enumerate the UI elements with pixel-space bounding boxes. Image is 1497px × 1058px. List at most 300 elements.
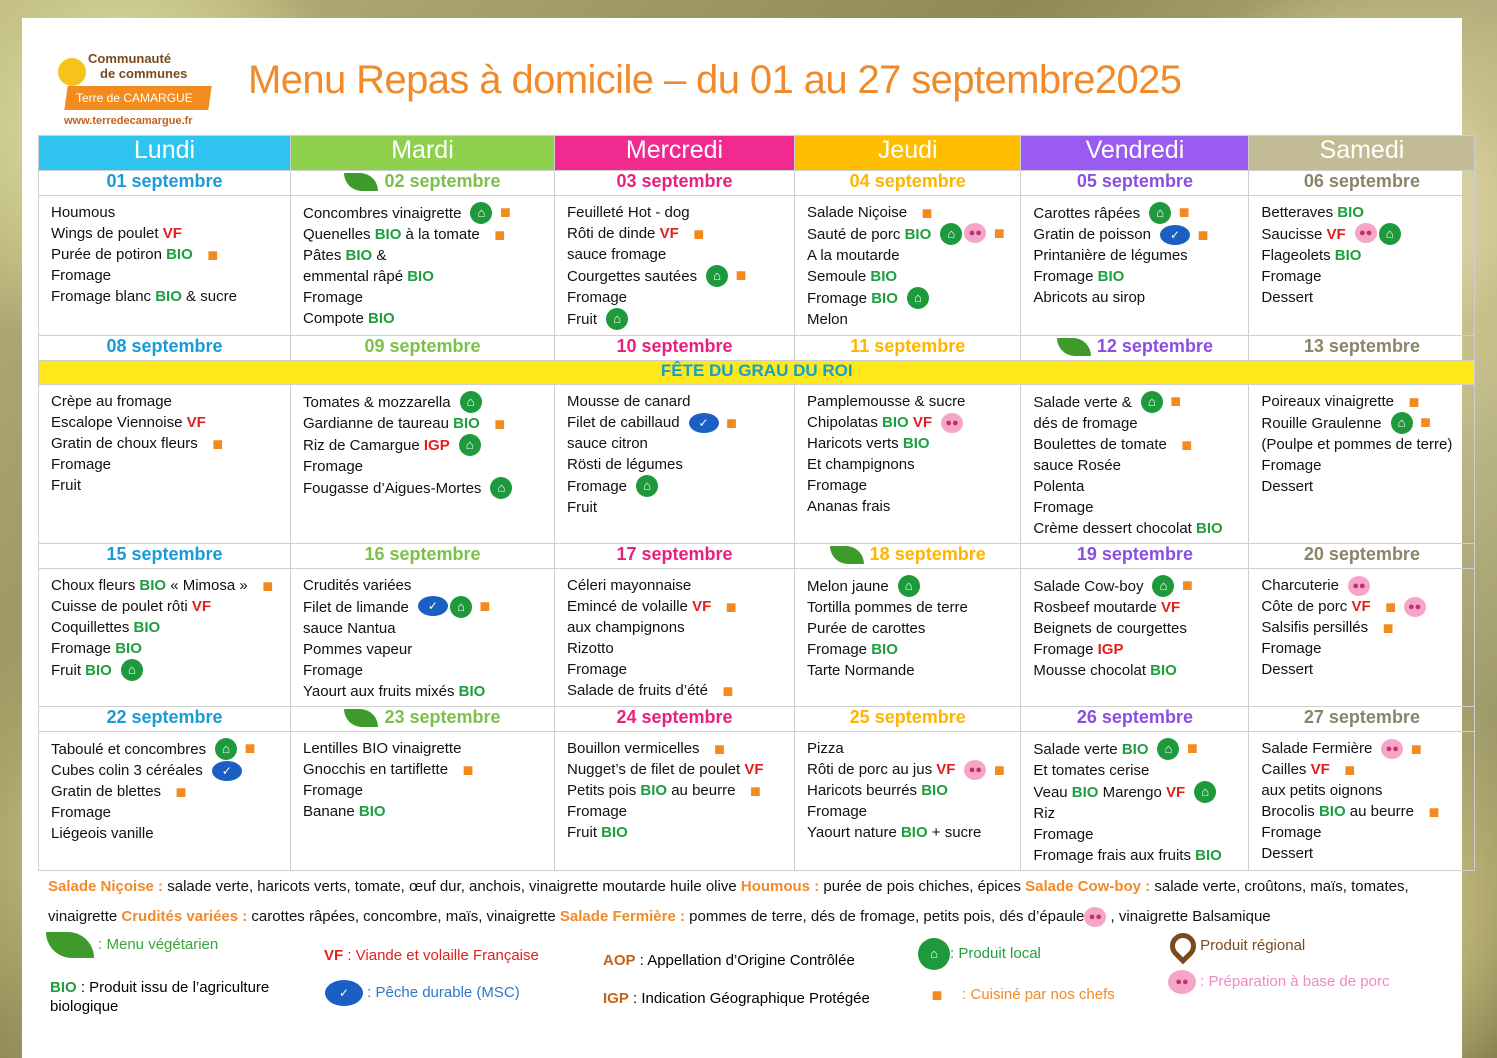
date-label: 27 septembre xyxy=(1303,707,1420,727)
chef-icon: ■ xyxy=(735,265,747,285)
basket-icon: ⌂ xyxy=(1194,781,1216,803)
menu-item: Côte de porc VF ■ ●● xyxy=(1261,596,1464,617)
basket-icon: ⌂ xyxy=(215,738,237,760)
date-cell xyxy=(795,336,1021,361)
note-key: Salade Cow-boy : xyxy=(1025,878,1151,895)
item-icons xyxy=(1339,760,1361,780)
menu-item: Fruit xyxy=(51,477,81,494)
leaf-icon xyxy=(1057,338,1091,356)
menu-item: Fromage xyxy=(1261,268,1322,285)
menu-item: Gardianne de taureau BIO ■ xyxy=(303,413,544,434)
menu-item: Fruit BIO xyxy=(567,824,628,841)
menu-item: Tomates & mozzarella ⌂ xyxy=(303,391,544,413)
legend-veg-label: : Menu végétarien xyxy=(98,935,219,953)
note-text: salade verte, haricots verts, tomate, œuf dur, anchois, vinaigrette moutarde huile olive xyxy=(163,878,741,895)
basket-icon: ⌂ xyxy=(490,477,512,499)
item-icons xyxy=(1423,802,1445,822)
menu-item: aux champignons xyxy=(567,619,685,636)
item-icons xyxy=(1157,738,1203,760)
basket-icon: ⌂ xyxy=(706,265,728,287)
menu-cell xyxy=(1021,569,1249,707)
menu-item: Brocolis BIO au beurre ■ xyxy=(1261,801,1464,822)
pig-icon: ●● xyxy=(964,760,986,780)
menu-item: Haricots beurrés BIO xyxy=(807,782,948,799)
item-icons xyxy=(1152,575,1198,597)
menu-item: emmental râpé BIO xyxy=(303,268,434,285)
basket-icon: ⌂ xyxy=(1379,223,1401,245)
item-icons xyxy=(941,413,963,433)
menu-item: Fougasse d’Aigues-Mortes ⌂ xyxy=(303,477,544,499)
date-cell xyxy=(1021,336,1249,361)
event-banner: FÊTE DU GRAU DU ROI xyxy=(39,361,1475,385)
date-cell xyxy=(291,544,555,569)
legend-igp-label: : Indication Géographique Protégée xyxy=(628,990,870,1007)
chef-icon: ■ xyxy=(722,680,734,701)
menu-cell xyxy=(1249,569,1475,707)
menu-cell xyxy=(795,732,1021,871)
menu-item: A la moutarde xyxy=(807,247,900,264)
chef-icon: ■ xyxy=(1420,412,1431,432)
menu-item: Tortilla pommes de terre xyxy=(807,599,968,616)
menu-item: Crème dessert chocolat BIO xyxy=(1033,520,1223,537)
menu-item: Cailles VF ■ xyxy=(1261,759,1464,780)
date-row xyxy=(39,171,1475,196)
chef-icon: ■ xyxy=(262,575,274,596)
legend-vf-key: VF xyxy=(324,947,344,964)
menu-item: Yaourt aux fruits mixés BIO xyxy=(303,683,486,700)
menu-cell xyxy=(39,569,291,707)
date-cell xyxy=(291,336,555,361)
menu-cell xyxy=(795,196,1021,336)
pig-icon: ●● xyxy=(1381,739,1403,759)
menu-item: Fromage BIO xyxy=(51,640,142,657)
legend-vf xyxy=(324,947,539,964)
basket-icon: ⌂ xyxy=(1157,738,1179,760)
item-icons xyxy=(257,576,279,596)
item-icons xyxy=(1381,739,1427,759)
menu-item: Fromage BIO xyxy=(807,641,898,658)
date-cell xyxy=(291,171,555,196)
basket-icon: ⌂ xyxy=(121,659,143,681)
menu-item: Gnocchis en tartiflette ■ xyxy=(303,759,544,780)
menu-item: Dessert xyxy=(1261,845,1314,862)
menu-cell xyxy=(555,385,795,544)
menu-item: Fromage xyxy=(567,803,628,820)
menu-item: Taboulé et concombres ⌂ ■ xyxy=(51,738,280,760)
date-row xyxy=(39,544,1475,569)
menu-item: sauce fromage xyxy=(567,246,667,263)
chef-icon: ■ xyxy=(1410,738,1422,759)
day-header-mercredi: Mercredi xyxy=(555,136,795,171)
fish-icon: ✓ xyxy=(325,980,363,1006)
date-label: 05 septembre xyxy=(1076,171,1193,191)
date-cell xyxy=(1021,171,1249,196)
item-icons xyxy=(720,597,742,617)
chef-icon: ■ xyxy=(726,412,738,433)
item-icons xyxy=(706,265,752,287)
menu-cell xyxy=(555,196,795,336)
item-icons xyxy=(489,225,511,245)
menu-item: Salade Fermière ●● ■ xyxy=(1261,738,1464,759)
note-key: Houmous : xyxy=(740,878,820,895)
menu-item: Rösti de légumes xyxy=(567,456,683,473)
menu-item: Yaourt nature BIO + sucre xyxy=(807,824,982,841)
day-header-vendredi: Vendredi xyxy=(1021,136,1249,171)
item-icons xyxy=(1160,225,1214,245)
menu-row xyxy=(39,732,1475,871)
fish-icon: ✓ xyxy=(212,761,242,781)
chef-icon: ■ xyxy=(1181,434,1193,455)
legend-msc-label: : Pêche durable (MSC) xyxy=(367,983,520,1001)
chef-icon: ■ xyxy=(212,433,224,454)
date-cell xyxy=(1021,544,1249,569)
menu-cell xyxy=(795,569,1021,707)
menu-item: Salade de fruits d’été ■ xyxy=(567,680,784,701)
chef-icon: ■ xyxy=(1385,596,1397,617)
note-text: purée de pois chiches, épices xyxy=(819,878,1026,895)
item-icons xyxy=(636,475,658,497)
date-cell xyxy=(555,707,795,732)
legend-msc xyxy=(325,980,520,1006)
menu-cell xyxy=(1249,732,1475,871)
legend-igp-key: IGP xyxy=(603,990,629,1007)
menu-cell xyxy=(1021,732,1249,871)
date-cell xyxy=(39,544,291,569)
basket-icon: ⌂ xyxy=(470,202,492,224)
item-icons xyxy=(1377,618,1399,638)
pig-icon: ●● xyxy=(1084,907,1106,927)
menu-item: Fromage xyxy=(51,267,112,284)
menu-item: (Poulpe et pommes de terre) xyxy=(1261,436,1453,453)
date-cell xyxy=(795,707,1021,732)
menu-item: Cuisse de poulet rôti VF xyxy=(51,598,212,615)
menu-item: Choux fleurs BIO « Mimosa » ■ xyxy=(51,575,280,596)
recipe-notes xyxy=(48,872,1448,932)
date-label: 24 septembre xyxy=(616,707,733,727)
legend-porc-label: : Préparation à base de porc xyxy=(1200,972,1390,990)
date-label: 10 septembre xyxy=(616,336,733,356)
menu-cell xyxy=(291,196,555,336)
note-text: carottes râpées, concombre, maïs, vinaigrette xyxy=(247,908,560,925)
legend-bio-label: : Produit issu de l’agriculture biologique xyxy=(50,979,270,1015)
chef-icon: ■ xyxy=(750,780,761,801)
basket-icon: ⌂ xyxy=(940,223,962,245)
menu-item: Rôti de dinde VF ■ xyxy=(567,223,784,244)
chef-icon: ■ xyxy=(1182,575,1193,595)
menu-cell xyxy=(795,385,1021,544)
legend-porc xyxy=(1168,970,1389,994)
item-icons xyxy=(689,413,743,433)
leaf-icon xyxy=(344,173,378,191)
menu-item: Carottes râpées ⌂ ■ xyxy=(1033,202,1238,224)
item-icons xyxy=(964,760,1010,780)
menu-item: Fruit ⌂ xyxy=(567,308,784,330)
menu-item: Rôti de porc au jus VF ●● ■ xyxy=(807,759,1010,780)
date-cell xyxy=(39,171,291,196)
chef-icon: ■ xyxy=(499,202,511,222)
note-text: , vinaigrette Balsamique xyxy=(1106,908,1271,925)
item-icons xyxy=(744,781,766,801)
menu-item: Fromage xyxy=(1033,826,1094,843)
item-icons xyxy=(457,760,479,780)
date-label: 22 septembre xyxy=(106,707,223,727)
menu-cell xyxy=(39,385,291,544)
menu-item: Pamplemousse & sucre xyxy=(807,393,966,410)
chef-icon: ■ xyxy=(725,596,737,617)
chef-icon: ■ xyxy=(244,738,256,758)
item-icons xyxy=(212,761,242,781)
date-cell xyxy=(1249,707,1475,732)
menu-item: Et champignons xyxy=(807,456,915,473)
date-cell xyxy=(555,171,795,196)
legend-aop-label: : Appellation d’Origine Contrôlée xyxy=(635,952,855,969)
menu-item: Saucisse VF ●● ⌂ xyxy=(1261,223,1464,245)
menu-item: Escalope Viennoise VF xyxy=(51,414,206,431)
chef-icon: ■ xyxy=(1197,224,1209,245)
legend-chef xyxy=(926,985,1115,1005)
date-label: 03 septembre xyxy=(616,171,733,191)
note-text: pommes de terre, dés de fromage, petits pois, dés d’épaule xyxy=(684,908,1085,925)
menu-item: Fromage xyxy=(567,289,628,306)
date-row xyxy=(39,336,1475,361)
item-icons xyxy=(717,681,739,701)
date-cell xyxy=(795,171,1021,196)
menu-cell xyxy=(1249,196,1475,336)
chef-icon: ■ xyxy=(175,781,187,802)
menu-item: Flageolets BIO xyxy=(1261,247,1362,264)
basket-icon: ⌂ xyxy=(636,475,658,497)
menu-item: Melon jaune ⌂ xyxy=(807,575,1010,597)
item-icons xyxy=(898,575,920,597)
logo-line2: de communes xyxy=(100,66,188,81)
date-label: 06 septembre xyxy=(1303,171,1420,191)
day-header-mardi: Mardi xyxy=(291,136,555,171)
note-key: Salade Fermière : xyxy=(559,908,685,925)
menu-item: Riz xyxy=(1033,805,1056,822)
chef-icon: ■ xyxy=(931,985,943,1005)
basket-icon: ⌂ xyxy=(1152,575,1174,597)
legend-veg xyxy=(46,932,218,958)
menu-item: Betteraves BIO xyxy=(1261,204,1364,221)
chef-icon: ■ xyxy=(207,244,219,265)
menu-item: Tarte Normande xyxy=(807,662,915,679)
menu-row xyxy=(39,196,1475,336)
item-icons xyxy=(1391,412,1437,434)
item-icons xyxy=(940,223,1010,245)
date-cell xyxy=(1249,544,1475,569)
menu-item: Fromage BIO ⌂ xyxy=(807,287,1010,309)
item-icons xyxy=(907,287,929,309)
menu-item: Sauté de porc BIO ⌂ ●● ■ xyxy=(807,223,1010,245)
legend-local xyxy=(918,938,1041,970)
item-icons xyxy=(709,739,731,759)
date-label: 17 septembre xyxy=(616,544,733,564)
item-icons xyxy=(688,224,710,244)
date-cell xyxy=(1021,707,1249,732)
legend-igp xyxy=(603,990,870,1007)
day-header-lundi: Lundi xyxy=(39,136,291,171)
menu-item: Fromage xyxy=(51,804,112,821)
menu-item: Et tomates cerise xyxy=(1033,762,1150,779)
menu-item: Salade Niçoise ■ xyxy=(807,202,1010,223)
basket-icon: ⌂ xyxy=(450,596,472,618)
pig-icon: ●● xyxy=(1168,970,1196,994)
legend-regional-label: Produit régional xyxy=(1200,936,1306,954)
menu-item: Salade verte & ⌂ ■ xyxy=(1033,391,1238,413)
note-key: Salade Niçoise : xyxy=(48,878,164,895)
menu-item: Fromage frais aux fruits BIO xyxy=(1033,847,1222,864)
day-header-samedi: Samedi xyxy=(1249,136,1475,171)
menu-item: Salsifis persillés ■ xyxy=(1261,617,1464,638)
legend-aop xyxy=(603,952,855,969)
menu-item: Cubes colin 3 céréales ✓ xyxy=(51,760,280,781)
item-icons xyxy=(470,202,516,224)
item-icons xyxy=(1176,435,1198,455)
item-icons xyxy=(202,245,224,265)
item-icons xyxy=(490,477,512,499)
chef-icon: ■ xyxy=(462,759,474,780)
menu-item: Courgettes sautées ⌂ ■ xyxy=(567,265,784,287)
item-icons xyxy=(170,782,192,802)
legend-bio xyxy=(50,978,300,1016)
menu-item: Quenelles BIO à la tomate ■ xyxy=(303,224,544,245)
chef-icon: ■ xyxy=(693,223,705,244)
date-label: 02 septembre xyxy=(384,171,501,191)
chef-icon: ■ xyxy=(494,413,506,434)
menu-item: Filet de cabillaud ✓ ■ xyxy=(567,412,784,433)
legend-regional xyxy=(1170,933,1305,959)
menu-item: Dessert xyxy=(1261,661,1314,678)
menu-item: Banane BIO xyxy=(303,803,386,820)
basket-icon: ⌂ xyxy=(460,391,482,413)
menu-item: Chipolatas BIO VF ●● xyxy=(807,412,1010,433)
menu-cell xyxy=(1021,385,1249,544)
menu-cell xyxy=(39,196,291,336)
menu-item: Fromage xyxy=(303,289,364,306)
menu-item: Houmous xyxy=(51,204,116,221)
logo-line3: Terre de CAMARGUE xyxy=(76,91,193,105)
menu-item: Céleri mayonnaise xyxy=(567,577,692,594)
chef-icon: ■ xyxy=(1187,738,1198,758)
date-label: 20 septembre xyxy=(1303,544,1420,564)
menu-item: Crudités variées xyxy=(303,577,412,594)
item-icons xyxy=(1149,202,1195,224)
menu-cell xyxy=(555,732,795,871)
map-pin-icon xyxy=(1165,928,1202,965)
day-header-row xyxy=(39,136,1475,171)
menu-item: Fromage xyxy=(1033,499,1094,516)
logo xyxy=(56,48,216,132)
pig-icon: ●● xyxy=(941,413,963,433)
menu-item: Fromage blanc BIO & sucre xyxy=(51,288,237,305)
item-icons xyxy=(1380,597,1426,617)
menu-item: Riz de Camargue IGP ⌂ xyxy=(303,434,544,456)
basket-icon: ⌂ xyxy=(1141,391,1163,413)
menu-item: Charcuterie ●● xyxy=(1261,575,1464,596)
legend-bio-key: BIO xyxy=(50,979,77,996)
menu-item: Semoule BIO xyxy=(807,268,898,285)
leaf-icon xyxy=(344,709,378,727)
sun-icon xyxy=(58,58,86,86)
menu-item: Bouillon vermicelles ■ xyxy=(567,738,784,759)
note-key: Crudités variées : xyxy=(121,908,248,925)
menu-item: Nugget’s de filet de poulet VF xyxy=(567,761,764,778)
menu-item: Lentilles BIO vinaigrette xyxy=(303,740,462,757)
legend-aop-key: AOP xyxy=(603,952,636,969)
basket-icon: ⌂ xyxy=(907,287,929,309)
menu-row xyxy=(39,385,1475,544)
item-icons xyxy=(1141,391,1187,413)
menu-item: Fromage xyxy=(1261,457,1322,474)
menu-item: Purée de potiron BIO ■ xyxy=(51,244,280,265)
menu-cell xyxy=(291,732,555,871)
date-label: 18 septembre xyxy=(869,544,986,564)
date-cell xyxy=(1249,336,1475,361)
item-icons xyxy=(121,659,143,681)
menu-item: Filet de limande ✓ ⌂ ■ xyxy=(303,596,544,618)
item-icons xyxy=(1403,392,1425,412)
menu-item: Rouille Graulenne ⌂ ■ xyxy=(1261,412,1464,434)
menu-item: dés de fromage xyxy=(1033,415,1138,432)
basket-icon: ⌂ xyxy=(918,938,950,970)
menu-item: Emincé de volaille VF ■ xyxy=(567,596,784,617)
date-cell xyxy=(795,544,1021,569)
legend-local-label: : Produit local xyxy=(950,944,1041,962)
menu-item: Liégeois vanille xyxy=(51,825,154,842)
menu-item: Pizza xyxy=(807,740,844,757)
menu-item: Melon xyxy=(807,311,848,328)
menu-item: Coquillettes BIO xyxy=(51,619,161,636)
menu-item: Dessert xyxy=(1261,478,1314,495)
menu-item: Concombres vinaigrette ⌂ ■ xyxy=(303,202,544,224)
chef-icon: ■ xyxy=(1344,759,1356,780)
menu-item: Feuilleté Hot - dog xyxy=(567,204,690,221)
date-cell xyxy=(39,336,291,361)
menu-item: Dessert xyxy=(1261,289,1314,306)
date-label: 19 septembre xyxy=(1076,544,1193,564)
basket-icon: ⌂ xyxy=(1391,412,1413,434)
menu-item: Mousse de canard xyxy=(567,393,691,410)
item-icons xyxy=(207,434,229,454)
chef-icon: ■ xyxy=(1428,801,1440,822)
menu-item: Polenta xyxy=(1033,478,1085,495)
menu-item: Compote BIO xyxy=(303,310,395,327)
date-row xyxy=(39,707,1475,732)
menu-item: Fromage xyxy=(51,456,112,473)
menu-item: Salade Cow-boy ⌂ ■ xyxy=(1033,575,1238,597)
menu-item: Salade verte BIO ⌂ ■ xyxy=(1033,738,1238,760)
menu-item: Gratin de blettes ■ xyxy=(51,781,280,802)
item-icons xyxy=(459,434,481,456)
menu-item: Fromage xyxy=(303,458,364,475)
date-cell xyxy=(1249,171,1475,196)
menu-item: Fromage xyxy=(807,803,868,820)
logo-url: www.terredecamargue.fr xyxy=(64,115,193,127)
menu-item: Wings de poulet VF xyxy=(51,225,182,242)
menu-item: Fromage ⌂ xyxy=(567,475,784,497)
chef-icon: ■ xyxy=(479,596,491,616)
menu-item: sauce Rosée xyxy=(1033,457,1121,474)
menu-item: Fromage xyxy=(567,661,628,678)
date-label: 11 septembre xyxy=(850,336,966,356)
menu-item: Purée de carottes xyxy=(807,620,926,637)
date-cell xyxy=(555,544,795,569)
item-icons xyxy=(1194,781,1216,803)
date-cell xyxy=(291,707,555,732)
menu-item: Boulettes de tomate ■ xyxy=(1033,434,1238,455)
menu-cell xyxy=(1021,196,1249,336)
date-label: 16 septembre xyxy=(364,544,481,564)
